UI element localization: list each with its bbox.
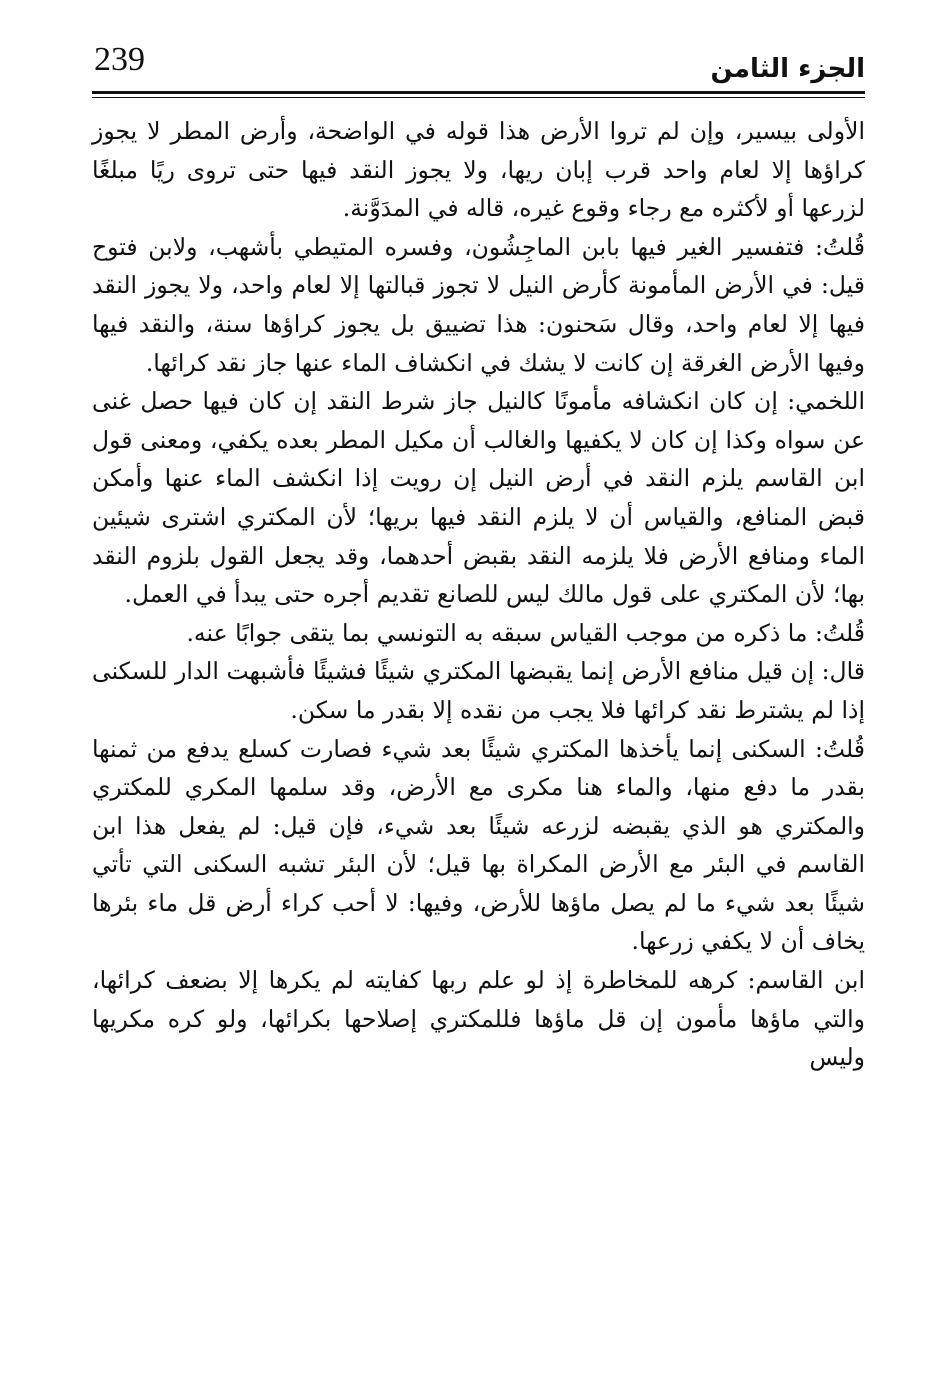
paragraph: قُلتُ: ما ذكره من موجب القياس سبقه به التونسي بما يتقى جوابًا عنه. [186,618,865,647]
paragraph: اللخمي: إن كان انكشافه مأمونًا كالنيل جاز شرط النقد إن كان فيها حصل غنى عن سواه وكذا إن كان لا يكفيها والغالب أن مكيل المطر بعده يكفي، ومعنى قول ابن القاسم يلزم النقد في أرض النيل إن رويت إذا انكشف الماء عنها وأمكن قبض المنافع، والقياس أن لا يلزم النقد فيها بريها؛ لأن المكتري اشترى شيئين الماء ومنافع الأرض فلا يلزمه النقد بقبض أحدهما، وقد يجعل القول بلزوم النقد بها؛ لأن المكتري على قول مالك ليس للصانع تقديم أجره حتى يبدأ في العمل. [92,387,865,609]
page-header [92,38,865,96]
header-rule-thick [92,91,865,94]
paragraph: قال: إن قيل منافع الأرض إنما يقبضها المكتري شيئًا فشيئًا فأشبهت الدار للسكنى إذا لم يشترط نقد كرائها فلا يجب من نقده إلا بقدر ما سكن. [92,657,865,724]
part-title: الجزء الثامن [710,54,865,84]
page-number: 239 [94,41,145,78]
body-text [92,112,865,1077]
paragraph: قُلتُ: فتفسير الغير فيها بابن الماجِشُون، وفسره المتيطي بأشهب، ولابن فتوح قيل: في الأرض المأمونة كأرض النيل لا تجوز قبالتها إلا لعام واحد، ولا يجوز النقد فيها إلا لعام واحد، وقال سَحنون: هذا تضييق بل يجوز كراؤها سنة، والنقد فيها وفيها الأرض الغرقة إن كانت لا يشك في انكشاف الماء عنها جاز نقد كرائها. [92,232,865,377]
paragraph: الأولى بيسير، وإن لم تروا الأرض هذا قوله في الواضحة، وأرض المطر لا يجوز كراؤها إلا لعام واحد قرب إبان ريها، ولا يجوز النقد فيها حتى تروى ريًا مبلغًا لزرعها أو لأكثره مع رجاء وقوع غيره، قاله في المدَوَّنة. [92,117,865,223]
paragraph: قُلتُ: السكنى إنما يأخذها المكتري شيئًا بعد شيء فصارت كسلع يدفع من ثمنها بقدر ما دفع منها، والماء هنا مكرى مع الأرض، وقد سلمها المكري للمكتري والمكتري هو الذي يقبضه لزرعه شيئًا بعد شيء، فإن قيل: لم يفعل هذا ابن القاسم في البئر مع الأرض المكراة بها قيل؛ لأن البئر تشبه السكنى التي تأتي شيئًا بعد شيء ما لم يصل ماؤها للأرض، وفيها: لا أحب كراء أرض قل ماء بئرها يخاف أن لا يكفي زرعها. [92,734,865,956]
paragraph: ابن القاسم: كرهه للمخاطرة إذ لو علم ربها كفايته لم يكرها إلا بضعف كرائها، والتي ماؤها مأمون إن قل ماؤها فللمكتري إصلاحها بكرائها، ولو كره مكريها وليس [92,966,865,1072]
header-rule-thin [92,97,865,98]
